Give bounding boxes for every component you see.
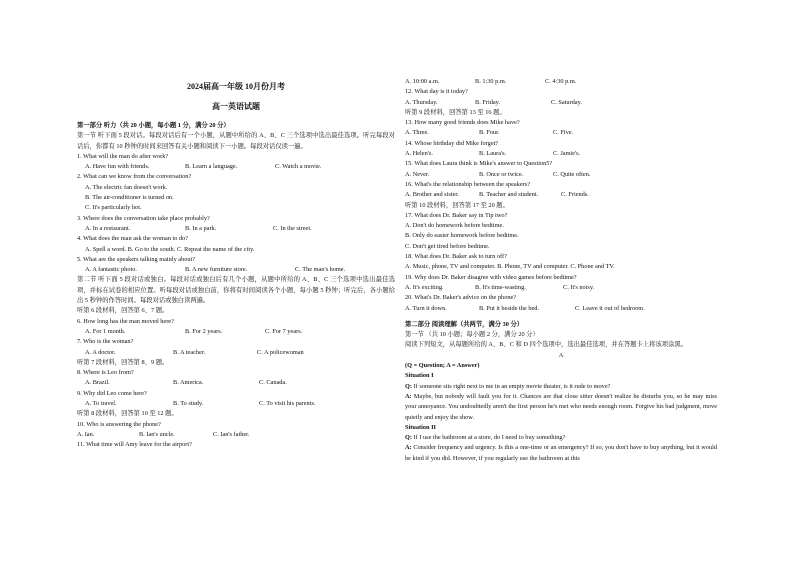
question-16-options [405, 190, 717, 200]
question-5: 5. What are the speakers talking mainly about? [77, 255, 196, 263]
option-c: C. The man's home. [295, 266, 346, 274]
option-c: C. A policewoman [257, 348, 304, 356]
part1-heading: 第一部分 听力（共 20 小题，每小题 1 分，满分 20 分） [77, 122, 230, 129]
question-1: 1. What will the man do after work? [77, 152, 169, 160]
option-a: A. Three. [405, 129, 429, 137]
option-b: B. Friday. [475, 98, 500, 106]
listening-material-9: 听第 9 段材料，回答第 13 至 16 题。 [405, 108, 506, 116]
option-c: C. 4:30 p.m. [545, 78, 577, 85]
section2-instructions: 第二节 听下面 5 段对话或独白。每段对话或独白后有几个小题，从题中所给的 A、B、C 三个选项中选出最佳选项，并标在试卷的相应位置。听每段对话或独白前，你将有时间阅读各个小题，每小题 5 秒钟；听完后，各小题给出 5 秒钟的作答时间。每段对话或独白读两遍。 [77, 276, 395, 305]
q-label: Q: [405, 434, 412, 442]
option-b: B. For 2 years. [185, 327, 223, 335]
part2-instructions: 阅读下列短文，从每题所给的 A、B、C 和 D 四个选项中，选出最佳选项，并在答题卡上将该项涂黑。 [405, 341, 687, 349]
option-b: B. Laura's. [479, 150, 507, 158]
option-b: B. Teacher and student. [479, 191, 539, 199]
option-a: A. Turn it down. [405, 304, 447, 312]
option-c: C. Don't get tired before bedtime. [405, 242, 490, 250]
question-8: 8. Where is Leo from? [77, 369, 134, 377]
question-3-options [77, 224, 395, 234]
question-13-options [405, 128, 717, 138]
option-c: C. Ian's father. [213, 430, 250, 438]
question-15: 15. What does Laura think is Mike's answer to Question5? [405, 160, 553, 168]
option-a: A. Thursday. [405, 98, 438, 106]
q-label: Q: [405, 382, 412, 390]
option-a: A. Helen's. [405, 150, 433, 158]
question-4-options: A. Spell a word. B. Go to the south. C. Repeat the name of the city. [85, 245, 255, 253]
option-a: A. It's exciting. [405, 283, 444, 291]
question-15-options [405, 170, 717, 180]
question-19: 19. Why does Dr. Baker disagree with video games before bedtime? [405, 273, 577, 281]
option-b: B. Once or twice. [479, 170, 524, 178]
option-c: C. It's particularly hot. [85, 204, 142, 212]
question-1-options [77, 162, 395, 172]
option-c: C. Quite often. [553, 170, 591, 178]
question-14-options [405, 149, 717, 159]
option-a: A. For 1 month. [85, 327, 126, 335]
option-c: C. Five. [553, 129, 574, 137]
question-11-options [405, 77, 717, 87]
option-b: B. To study. [173, 400, 204, 408]
option-a: A. Don't do homework before bedtime. [405, 222, 504, 230]
question-6: 6. How long has the man moved here? [77, 317, 174, 325]
section1-instructions: 第一节 听下面 5 段对话。每段对话后有一个小题，从题中所给的 A、B、C 三个选项中选出最佳选项。听完每段对话后，你都有 10 秒钟的时间来回答有关小题和阅读下一小题。每段对话仅读一遍。 [77, 132, 395, 150]
question-19-options [405, 283, 717, 293]
option-c: C. Leave it out of bedroom. [575, 304, 645, 312]
question-12-options [405, 98, 717, 108]
option-a: A. Brother and sister. [405, 191, 459, 199]
option-a: A. Brazil. [85, 379, 110, 387]
option-c: C. Canada. [259, 379, 287, 387]
question-12: 12. What day is it today? [405, 88, 468, 96]
part2-section1: 第一节 （共 10 小题；每小题 2 分，满分 20 分） [405, 331, 539, 339]
question-9-options [77, 399, 395, 409]
option-b: B. America. [173, 379, 204, 387]
question-10-options [77, 430, 395, 440]
question-8-options [77, 378, 395, 388]
situation-2-heading: Situation II [405, 423, 436, 431]
question-6-options [77, 327, 395, 337]
option-b: B. Put it beside the bed. [479, 304, 539, 312]
option-b: B. Learn a language. [185, 163, 238, 171]
listening-material-6: 听第 6 段材料，回答第 6、7 题。 [77, 307, 169, 315]
question-11: 11. What time will Amy leave for the airport? [77, 441, 192, 449]
option-b: B. The air-conditioner is turned on. [85, 194, 174, 202]
option-b: B. It's time-wasting. [475, 283, 526, 291]
option-a: A. The electric fan doesn't work. [85, 183, 168, 191]
left-column [77, 77, 395, 451]
question-7: 7. Who is the woman? [77, 338, 134, 346]
situation-2-question: Q: If I use the bathroom at a store, do I need to buy something? [405, 434, 566, 442]
question-2: 2. What can we know from the conversation? [77, 173, 192, 181]
option-c: C. It's noisy. [563, 283, 595, 291]
option-b: B. A teacher. [173, 348, 206, 356]
situation-2-answer: A: Consider frequency and urgency. Is this a one-time or an emergency? If so, you don't have to buy anything, but it would be kind if you did. However, if you regularly use the bathroom at this [405, 444, 717, 462]
option-a: A. To travel. [85, 400, 117, 408]
option-a: A. In a restaurant. [85, 224, 131, 232]
option-a: A. Have fun with friends. [85, 163, 150, 171]
question-5-options [77, 265, 395, 275]
listening-material-7: 听第 7 段材料，回答第 8、9 题。 [77, 358, 169, 366]
option-b: B. In a park. [185, 224, 217, 232]
option-b: B. 1:30 p.m. [475, 78, 507, 85]
listening-material-8: 听第 8 段材料，回答第 10 至 12 题。 [77, 410, 178, 418]
a-label: A: [405, 392, 412, 400]
option-a: A. A doctor. [85, 348, 116, 356]
question-17: 17. What does Dr. Baker say in Tip two? [405, 211, 508, 219]
qa-key: (Q = Question; A = Answer) [405, 362, 480, 370]
option-b: B. Only do easier homework before bedtime. [405, 232, 519, 240]
question-20: 20. What's Dr. Baker's advice on the phone? [405, 294, 517, 302]
option-c: C. Saturday. [551, 98, 582, 106]
option-c: C. Jamie's. [553, 150, 581, 158]
option-a: A. Never. [405, 170, 430, 178]
passage-letter: A [558, 351, 564, 359]
a-label: A: [405, 444, 412, 452]
option-a: A. A fantastic photo. [85, 266, 137, 274]
option-a: A. Ian. [77, 430, 95, 438]
situation-1-answer: A: Maybe, but nobody will fault you for it. Chances are that close sitter doesn't realize he disturbs you, so he may miss your annoyance. You undoubtedly aren't the first person he's met who needs enough room. Forgive his bad judgment, move quietly and enjoy the show. [405, 392, 717, 421]
option-b: B. Four. [479, 129, 500, 137]
question-9: 9. Why did Leo come here? [77, 389, 147, 397]
situation-1-heading: Situation I [405, 372, 434, 380]
option-a: A. 10:00 a.m. [405, 78, 440, 85]
question-13: 13. How many good friends does Mike have? [405, 119, 520, 127]
listening-material-10: 听第 10 段材料，回答第 17 至 20 题。 [405, 201, 509, 209]
option-b: B. Ian's uncle. [139, 430, 175, 438]
right-column [405, 77, 717, 464]
option-c: C. To visit his parents. [259, 400, 316, 408]
question-16: 16. What's the relationship between the speakers? [405, 180, 530, 188]
question-3: 3. Where does the conversation take place probably? [77, 214, 210, 222]
question-4: 4. What does the man ask the woman to do? [77, 235, 189, 243]
exam-title: 2024届高一年级 10月份月考 [187, 82, 285, 91]
question-10: 10. Who is answering the phone? [77, 420, 161, 428]
question-7-options [77, 348, 395, 358]
question-14: 14. Whose birthday did Mike forget? [405, 139, 499, 147]
option-b: B. A new furniture store. [185, 266, 248, 274]
exam-subtitle: 高一英语试题 [212, 102, 260, 111]
part2-heading: 第二部分 阅读理解（共两节，满分 30 分） [405, 320, 524, 328]
question-18-options: A. Music, phone, TV and computer. B. Phone, TV and computer. C. Phone and TV. [405, 263, 615, 271]
option-c: C. For 7 years. [265, 327, 303, 335]
option-c: C. In the street. [273, 224, 312, 232]
option-c: C. Watch a movie. [275, 163, 322, 171]
situation-1-question: Q: If someone sits right next to me in an empty movie theater, is it rude to move? [405, 382, 611, 390]
question-20-options [405, 304, 717, 314]
option-c: C. Friends. [561, 191, 589, 199]
question-18: 18. What does Dr. Baker ask to turn off? [405, 253, 507, 261]
